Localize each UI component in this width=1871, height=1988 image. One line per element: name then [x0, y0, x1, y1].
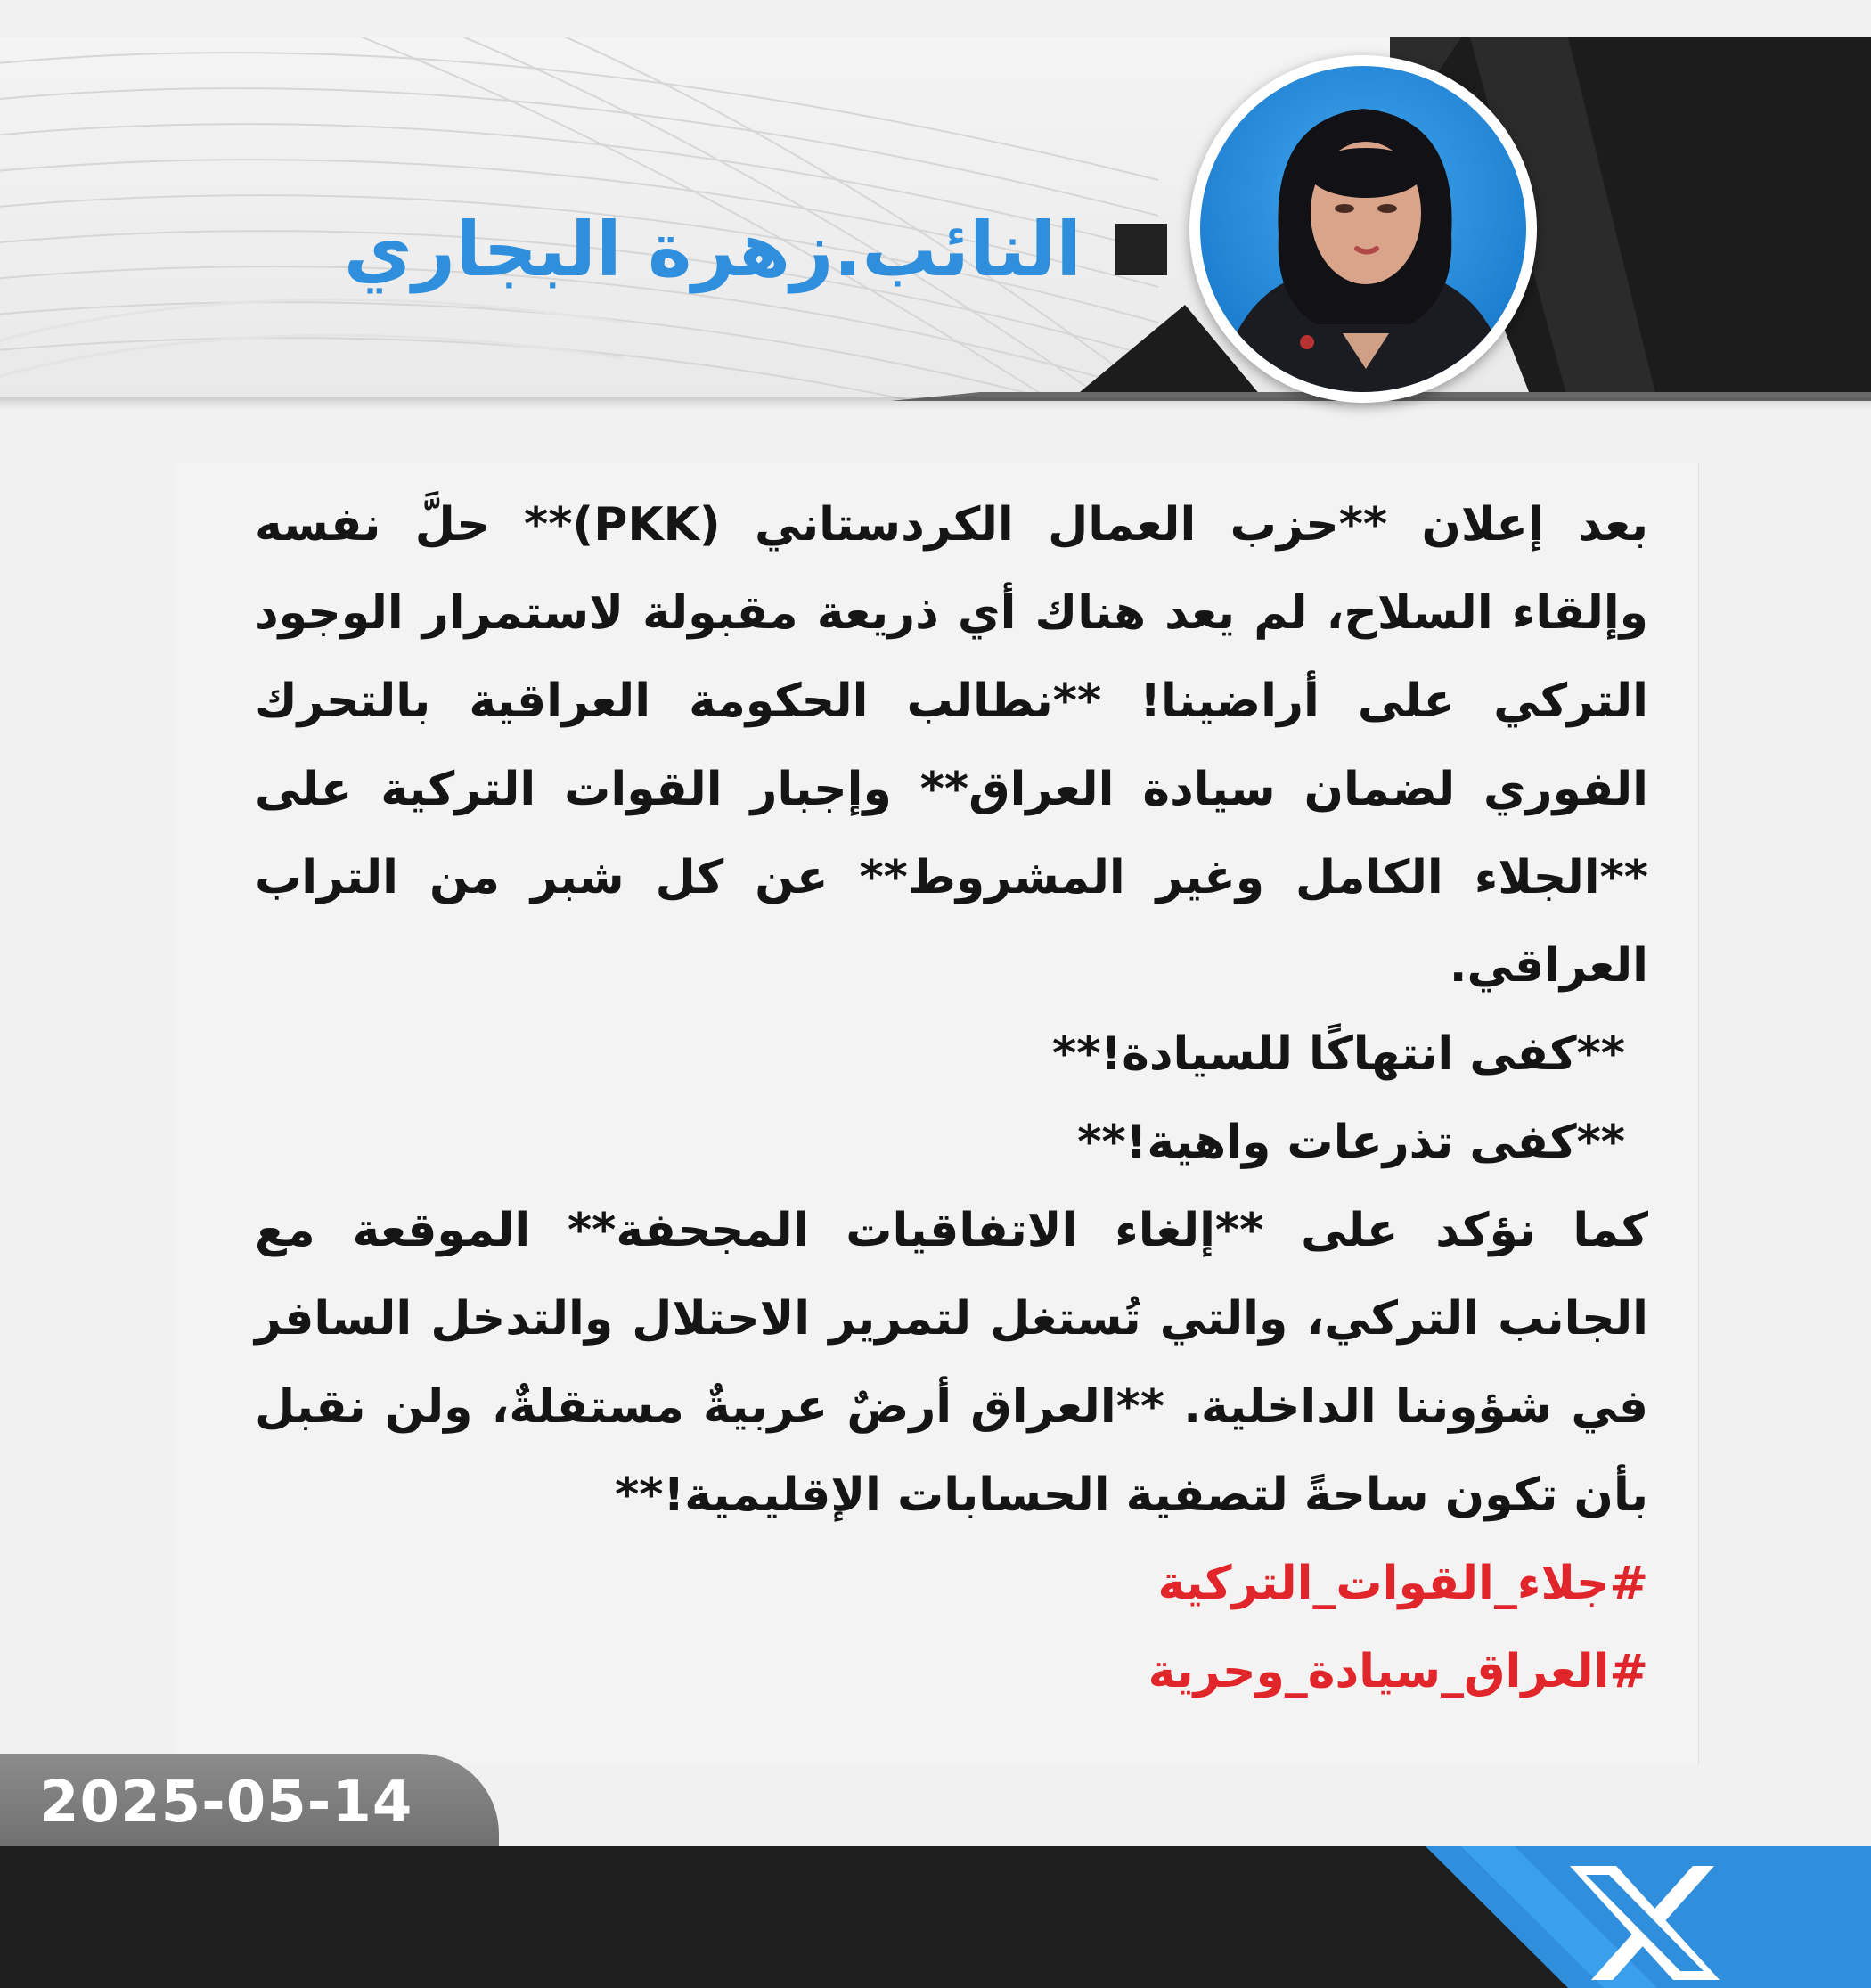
header-shadow [0, 397, 1871, 410]
hashtag[interactable]: #العراق_سيادة_وحرية [1148, 1645, 1648, 1698]
footer-band [0, 1846, 1871, 1988]
hashtag[interactable]: #جلاء_القوات_التركية [1157, 1557, 1648, 1610]
statement-paragraph: بعد إعلان **حزب العمال الكردستاني (PKK)** حلَّ نفسه وإلقاء السلاح، لم يعد هناك أي ذريعة مقبولة لاستمرار الوجود التركي على أراضينا! **نطالب الحكومة العراقية بالتحرك الفوري لضمان سيادة العراق** وإجبار القوات التركية على **الجلاء الكامل وغير المشروط** عن كل شبر من التراب العراقي. [255, 498, 1648, 993]
statement-paragraph: كما نؤكد على **إلغاء الاتفاقيات المجحفة** الموقعة مع الجانب التركي، والتي تُستغل لتمرير الاحتلال والتدخل السافر في شؤوننا الداخلية. **العراق أرضٌ عربيةٌ مستقلةٌ، ولن نقبل بأن تكون ساحةً لتصفية الحسابات الإقليمية!** [255, 1204, 1648, 1522]
statement-chant: **كفى تذرعات واهية!** [1077, 1116, 1625, 1169]
name-bullet-square [1115, 224, 1167, 275]
portrait-figure [1200, 66, 1526, 392]
speaker-name: النائب.زهرة البجاري [343, 206, 1082, 293]
avatar [1189, 55, 1537, 403]
post-date: 2025-05-14 [39, 1770, 413, 1836]
name-row [344, 200, 1167, 299]
avatar-portrait [1200, 66, 1526, 392]
statement-text [255, 481, 1648, 1716]
statement-chant: **كفى انتهاكًا للسيادة!** [1052, 1027, 1625, 1081]
